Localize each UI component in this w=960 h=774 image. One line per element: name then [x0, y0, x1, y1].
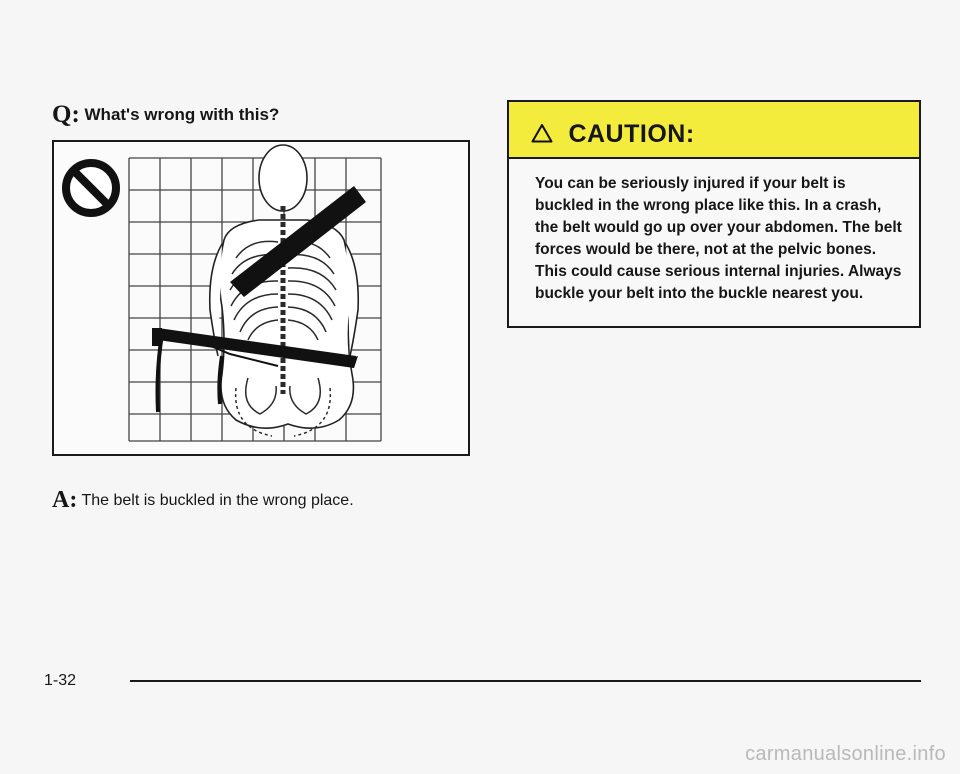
question-text: What's wrong with this? — [84, 105, 280, 124]
question-heading — [52, 102, 279, 127]
question-letter: Q: — [52, 101, 80, 128]
caution-header — [509, 102, 919, 159]
answer-text — [52, 488, 354, 512]
skeleton-belt-drawing — [54, 142, 468, 454]
caution-title: CAUTION: — [568, 120, 695, 148]
page-number: 1-32 — [44, 672, 77, 689]
answer-body: The belt is buckled in the wrong place. — [81, 492, 354, 509]
site-watermark: carmanualsonline.info — [745, 743, 946, 765]
warning-triangle-icon — [531, 121, 553, 150]
footer-rule — [130, 680, 921, 682]
caution-body: You can be seriously injured if your belt is buckled in the wrong place like this. In a crash, the belt would go up over your abdomen. The belt forces would be there, not at the pelvic bones. This could cause serious internal injuries. Always buckle your belt into the buckle nearest you. — [535, 175, 902, 302]
seatbelt-illustration — [52, 140, 470, 456]
prohibition-icon — [66, 163, 116, 213]
caution-box — [507, 100, 921, 328]
answer-letter: A: — [52, 487, 78, 513]
